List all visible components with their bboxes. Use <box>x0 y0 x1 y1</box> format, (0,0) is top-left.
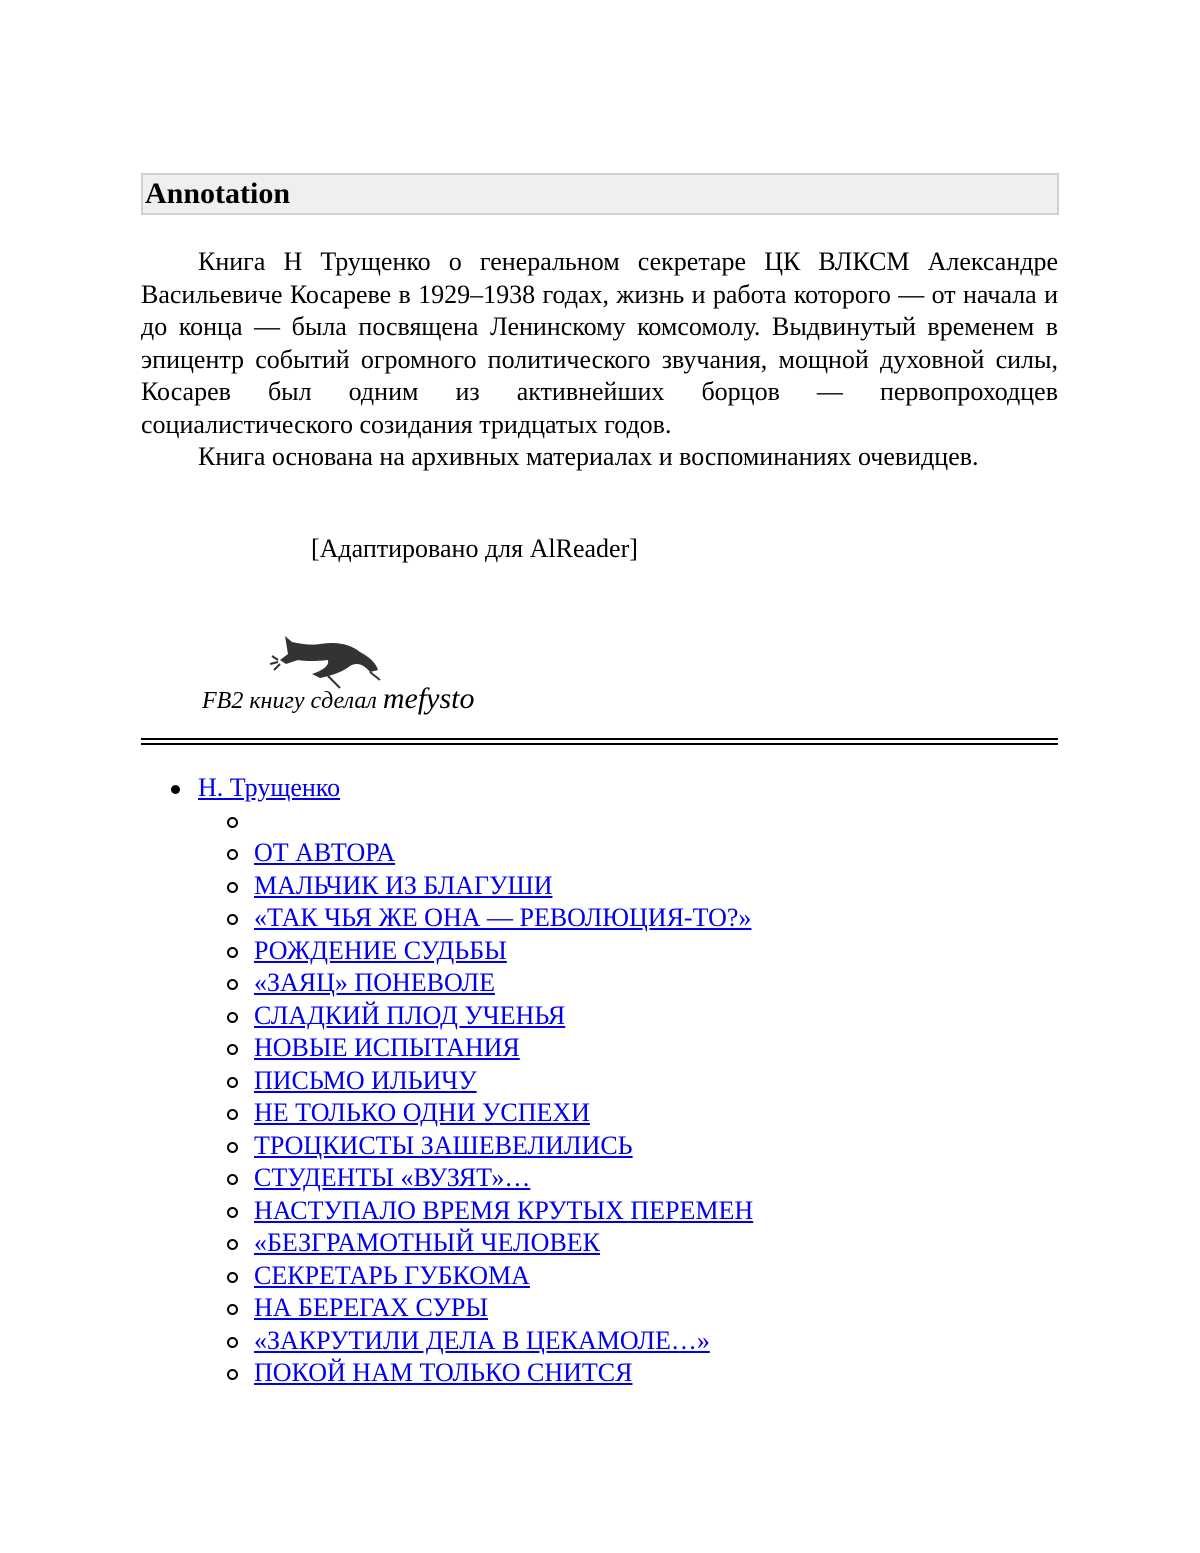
toc-chapter-link[interactable]: ОТ АВТОРА <box>254 838 395 867</box>
toc-chapter-link[interactable]: «ЗАЯЦ» ПОНЕВОЛЕ <box>254 968 495 997</box>
toc-chapter-item <box>141 1260 753 1293</box>
toc-chapter-link[interactable]: «ТАК ЧЬЯ ЖЕ ОНА — РЕВОЛЮЦИЯ-ТО?» <box>254 903 751 932</box>
toc-chapter-link[interactable]: ПИСЬМО ИЛЬИЧУ <box>254 1066 477 1095</box>
annotation-paragraph: Книга Н Трущенко о генеральном секретаре ЦК ВЛКСМ Александре Васильевиче Косареве в 1929–1938 годах, жизнь и работа которого — от начала и до конца — была посвящена Ленинскому комсомолу. Выдвинутый временем в эпицентр событий огромного политического звучания, мощной духовной силы, Косарев был одним из активнейших борцов — первопроходцев социалистического созидания тридцатых годов. <box>141 246 1058 441</box>
toc-chapter-link[interactable]: ПОКОЙ НАМ ТОЛЬКО СНИТСЯ <box>254 1358 633 1387</box>
toc-chapter-item <box>141 1000 753 1033</box>
toc-chapter-item <box>141 967 753 1000</box>
toc-chapter-link[interactable]: СЕКРЕТАРЬ ГУБКОМА <box>254 1261 530 1290</box>
toc-chapter-link[interactable]: РОЖДЕНИЕ СУДЬБЫ <box>254 936 507 965</box>
toc-chapter-link[interactable]: НЕ ТОЛЬКО ОДНИ УСПЕХИ <box>254 1098 590 1127</box>
devil-figure-icon <box>200 630 480 690</box>
toc-chapter-item <box>141 1097 753 1130</box>
annotation-heading-box <box>141 173 1059 215</box>
divider <box>141 738 1058 745</box>
toc-chapter-item <box>141 1130 753 1163</box>
toc-chapter-item <box>141 1195 753 1228</box>
toc-chapter-item <box>141 837 753 870</box>
toc-chapter-item <box>141 870 753 903</box>
mefysto-logo <box>200 630 480 725</box>
toc-chapter-item <box>141 1292 753 1325</box>
toc-chapter-item <box>141 1325 753 1358</box>
toc-chapter-link[interactable]: НАСТУПАЛО ВРЕМЯ КРУТЫХ ПЕРЕМЕН <box>254 1196 753 1225</box>
adapted-note: [Адаптировано для AlReader] <box>311 533 638 565</box>
toc-chapter-link[interactable]: МАЛЬЧИК ИЗ БЛАГУШИ <box>254 871 553 900</box>
logo-caption: FB2 книгу сделал mefysto <box>202 682 474 716</box>
toc-chapter-item <box>141 1065 753 1098</box>
toc-chapter-item <box>141 1227 753 1260</box>
toc-chapter-link[interactable]: «ЗАКРУТИЛИ ДЕЛА В ЦЕКАМОЛЕ…» <box>254 1326 710 1355</box>
table-of-contents <box>141 772 753 1390</box>
toc-chapter-link[interactable]: «БЕЗГРАМОТНЫЙ ЧЕЛОВЕК <box>254 1228 600 1257</box>
toc-author-link[interactable]: Н. Трущенко <box>198 773 340 802</box>
toc-chapter-item <box>141 1032 753 1065</box>
toc-chapter-item <box>141 1357 753 1390</box>
toc-author-item <box>141 772 753 805</box>
annotation-paragraph: Книга основана на архивных материалах и воспоминаниях очевидцев. <box>141 441 1058 474</box>
toc-chapter-item <box>141 1162 753 1195</box>
toc-chapter-link[interactable]: НОВЫЕ ИСПЫТАНИЯ <box>254 1033 520 1062</box>
toc-chapter-item <box>141 805 753 838</box>
toc-chapter-link[interactable]: НА БЕРЕГАХ СУРЫ <box>254 1293 488 1322</box>
toc-chapter-link[interactable]: СТУДЕНТЫ «ВУЗЯТ»… <box>254 1163 530 1192</box>
toc-chapter-link[interactable]: ТРОЦКИСТЫ ЗАШЕВЕЛИЛИСЬ <box>254 1131 633 1160</box>
toc-chapter-link[interactable]: СЛАДКИЙ ПЛОД УЧЕНЬЯ <box>254 1001 565 1030</box>
toc-chapter-item <box>141 902 753 935</box>
toc-chapter-item <box>141 935 753 968</box>
annotation-heading: Annotation <box>145 177 290 211</box>
annotation-text <box>141 246 1058 474</box>
